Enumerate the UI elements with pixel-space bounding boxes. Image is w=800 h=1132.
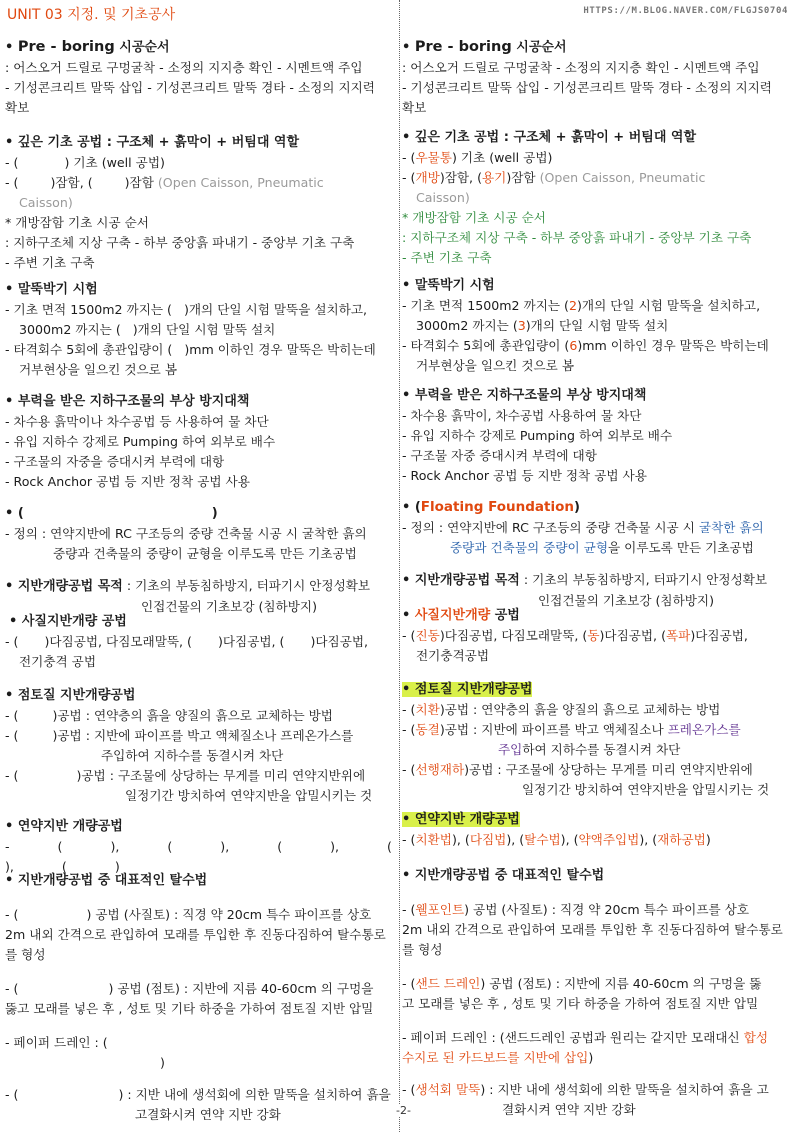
section-heading: • Pre - boring 시공순서 [5,39,170,55]
section-heading: • 지반개량공법 중 대표적인 탈수법 [5,873,208,888]
section-heading: • 연약지반 개량공법 [5,819,123,834]
text-line: 중량과 건축물의 중량이 균형을 이루도록 만든 기초공법 [53,546,357,561]
text-line: - (웰포인트) 공법 (사질토) : 직경 약 20cm 특수 파이프를 상호 [402,902,750,917]
text-line: - ( )잠함, ( )잠함 (Open Caisson, Pneumatic [5,175,324,190]
pre-boring-section [402,37,796,118]
text-line: - 타격회수 5회에 총관입량이 ( )mm 이하인 경우 말뚝은 박히는데 [5,342,376,357]
pre-boring-section [5,37,397,118]
text-line: - Rock Anchor 공법 등 지반 정착 공법 사용 [5,474,250,489]
text-line: - ( )공법 : 지반에 파이프를 박고 액체질소나 프레온가스를 [5,728,354,743]
answer-text: 우물통 [415,150,452,165]
text-line: 거부현상을 일으킨 것으로 봄 [19,362,177,377]
section-heading: • 연약지반 개량공법 [402,812,520,827]
section-heading: • 사질지반개량 공법 [9,614,127,629]
answer-text: 선행재하 [415,762,465,777]
answer-text: 치환법 [415,832,452,847]
text-line: * 개방잠함 기초 시공 순서 [5,215,149,230]
section-heading: • 깊은 기초 공법 : 구조체 + 흙막이 + 버팀대 역할 [5,135,300,150]
answer-text: Floating Foundation [420,499,574,515]
deep-foundation-section [402,128,796,268]
text-line: - 구조물 자중 증대시켜 부력에 대항 [402,448,597,463]
answer-text: 2 [568,298,577,313]
floating-foundation-section [402,497,796,558]
column-divider [399,0,400,1132]
text-line: 전기충격공법 [416,648,489,663]
sandy-soil-section [402,606,796,666]
text-line: - 주변 기초 구축 [402,250,492,265]
answer-text: 웰포인트 [415,902,465,917]
answer-text: 폭파 [665,628,691,643]
text-line: 확보 [5,100,30,115]
text-line: - 페이퍼 드레인 : (샌드드레인 공법과 원리는 같지만 모래대신 합성 [402,1030,769,1045]
soft-ground-section [5,817,397,877]
text-line: • 지반개량공법 목적 : 기초의 부동침하방지, 터파기시 안정성확보 [5,578,371,594]
floating-foundation-section [5,504,397,564]
text-line: - 정의 : 연약지반에 RC 구조등의 중량 건축물 시공 시 굴착한 흙의 [5,526,367,541]
text-line: 주입하여 지하수를 동결시켜 차단 [498,742,681,757]
section-heading: • 깊은 기초 공법 : 구조체 + 흙막이 + 버팀대 역할 [402,130,697,145]
text-line: • 지반개량공법 목적 : 기초의 부동침하방지, 터파기시 안정성확보 [402,572,768,588]
text-line: 를 형성 [402,942,443,957]
text-line: - (생석회 말뚝) : 지반 내에 생석회에 의한 말뚝을 설치하여 흙을 고 [402,1082,769,1097]
text-line: - 기성콘크리트 말뚝 삽입 - 기성콘크리트 말뚝 경타 - 소정의 지지력 [402,80,772,95]
question-column [5,0,397,1132]
buoyancy-section [402,386,796,486]
text-line: - 차수용 흙막이, 차수공법 사용하여 물 차단 [402,408,642,423]
text-line: Caisson) [416,190,470,205]
pile-test-section [5,280,397,380]
text-line: 고 모래를 넣은 후 , 성토 및 기타 하중을 가하여 점토질 지반 압밀 [402,996,759,1011]
answer-text: 치환 [415,702,440,717]
answer-text: 다짐법 [469,832,507,847]
text-line: - (동결)공법 : 지반에 파이프를 박고 액체질소나 프레온가스를 [402,722,741,737]
answer-text: 동결 [415,722,440,737]
text-line: 결화시켜 연약 지반 강화 [502,1102,636,1117]
page-number: -2- [396,1104,411,1117]
text-line: * 개방잠함 기초 시공 순서 [402,210,546,225]
section-heading: • ( ) [5,506,218,521]
sandy-soil-section [5,612,397,672]
section-heading: • 사질지반개량 공법 [402,608,520,623]
text-line: - 구조물의 자중을 증대시켜 부력에 대항 [5,454,225,469]
text-line: 3000m2 까지는 (3)개의 단일 시험 말뚝 설치 [416,318,669,333]
clay-soil-section [5,686,397,806]
answer-text: 3 [517,318,526,333]
answer-text: 생석회 말뚝 [415,1082,481,1097]
text-line: - ( ), ( ), ( ), ( ), ( ) [5,839,392,874]
soft-ground-section [402,810,796,850]
text-line: - ( ) : 지반 내에 생석회에 의한 말뚝을 설치하여 흙을 [5,1087,391,1102]
text-line: - 페이퍼 드레인 : ( [5,1035,108,1050]
text-line: - (선행재하)공법 : 구조물에 상당하는 무게를 미리 연약지반위에 [402,762,753,777]
answer-text: 약액주입법 [578,832,640,847]
pile-test-section [402,276,796,376]
text-line: - (우물통) 기초 (well 공법) [402,150,553,165]
text-line: 뚫고 모래를 넣은 후 , 성토 및 기타 하중을 가하여 점토질 지반 압밀 [5,1001,374,1016]
text-line: 고결화시켜 연약 지반 강화 [135,1107,281,1122]
dewatering-section [5,871,397,1125]
text-line: - 주변 기초 구축 [5,255,95,270]
text-line: - 유입 지하수 강제로 Pumping 하여 외부로 배수 [402,428,673,443]
ground-improvement-purpose [402,570,796,611]
text-line: 2m 내외 간격으로 관입하여 모래를 투입한 후 진동다짐하여 탈수통로 [5,927,386,942]
text-line: - 타격회수 5회에 총관입량이 (6)mm 이하인 경우 말뚝은 박히는데 [402,338,769,353]
section-heading: • (Floating Foundation) [402,499,580,515]
answer-column [402,0,796,1132]
text-line: : 지하구조체 지상 구축 - 하부 중앙흙 파내기 - 중앙부 기초 구축 [5,235,355,250]
text-line: : 지하구조체 지상 구축 - 하부 중앙흙 파내기 - 중앙부 기초 구축 [402,230,752,245]
text-line: - 유입 지하수 강제로 Pumping 하여 외부로 배수 [5,434,276,449]
text-line: 주입하여 지하수를 동결시켜 차단 [101,748,284,763]
text-line: - ( ) 공법 (점토) : 지반에 지름 40-60cm 의 구멍을 [5,981,374,996]
text-line: 전기충격 공법 [19,654,96,669]
answer-text: 6 [569,338,578,353]
text-line: 중량과 건축물의 중량이 균형을 이루도록 만든 기초공법 [450,540,754,555]
text-line: - (개방)잠함, (용기)잠함 (Open Caisson, Pneumatic [402,170,706,185]
text-line: 를 형성 [5,947,46,962]
text-line: - 정의 : 연약지반에 RC 구조등의 중량 건축물 시공 시 굴착한 흙의 [402,520,764,535]
section-heading: • 점토질 지반개량공법 [402,682,533,697]
text-line: - (진동)다짐공법, 다짐모래말뚝, (동)다짐공법, (폭파)다짐공법, [402,628,748,643]
answer-text: 샌드 드레인 [415,976,481,991]
text-line: 확보 [402,100,427,115]
answer-text: 재하공법 [657,832,706,847]
unit-title: UNIT 03 지정. 및 기초공사 [7,7,176,23]
text-line: - ( ) 공법 (사질토) : 직경 약 20cm 특수 파이프를 상호 [5,907,372,922]
deep-foundation-section [5,133,397,273]
text-line: 일정기간 방치하여 연약지반을 압밀시키는 것 [125,788,373,803]
section-heading: • 부력을 받은 지하구조물의 부상 방지대책 [402,388,647,403]
text-line: 수지로 된 카드보드를 지반에 삽입) [402,1050,594,1065]
section-heading: • 부력을 받은 지하구조물의 부상 방지대책 [5,394,250,409]
section-heading: • 점토질 지반개량공법 [5,688,136,703]
text-line: Caisson) [19,195,73,210]
buoyancy-section [5,392,397,492]
text-line: - ( )다짐공법, 다짐모래말뚝, ( )다짐공법, ( )다짐공법, [5,634,369,649]
answer-text: 개방 [415,170,440,185]
section-heading: • 말뚝박기 시험 [5,282,98,297]
answer-text: 탈수법 [524,832,561,847]
answer-text: 진동 [415,628,440,643]
text-line: - (치환)공법 : 연약층의 흙을 양질의 흙으로 교체하는 방법 [402,702,721,717]
text-line: - 기초 면적 1500m2 까지는 ( )개의 단일 시험 말뚝을 설치하고, [5,302,368,317]
text-line: - 차수용 흙막이나 차수공법 등 사용하여 물 차단 [5,414,269,429]
text-line: - (치환법), (다짐법), (탈수법), (약액주입법), (재하공법) [402,832,711,847]
text-line: : 어스오거 드릴로 구멍굴착 - 소정의 지지층 확인 - 시멘트액 주입 [5,60,363,75]
text-line: 일정기간 방치하여 연약지반을 압밀시키는 것 [522,782,770,797]
text-line: - Rock Anchor 공법 등 지반 정착 공법 사용 [402,468,647,483]
ground-improvement-purpose [5,576,397,617]
clay-soil-section [402,680,796,800]
text-line: - ( ) 기초 (well 공법) [5,155,165,170]
text-line: - ( )공법 : 연약층의 흙을 양질의 흙으로 교체하는 방법 [5,708,333,723]
text-line: - (샌드 드레인) 공법 (점토) : 지반에 지름 40-60cm 의 구멍을 뚫 [402,976,762,991]
text-line: 2m 내외 간격으로 관입하여 모래를 투입한 후 진동다짐하여 탈수통로 [402,922,783,937]
section-heading: • 말뚝박기 시험 [402,278,495,293]
text-line: - ( )공법 : 구조물에 상당하는 무게를 미리 연약지반위에 [5,768,366,783]
text-line: - 기초 면적 1500m2 까지는 (2)개의 단일 시험 말뚝을 설치하고, [402,298,761,313]
text-line: : 어스오거 드릴로 구멍굴착 - 소정의 지지층 확인 - 시멘트액 주입 [402,60,760,75]
text-line: 3000m2 까지는 ( )개의 단일 시험 말뚝 설치 [19,322,276,337]
dewatering-section [402,866,796,1120]
section-heading: • 지반개량공법 중 대표적인 탈수법 [402,868,605,883]
text-line: ) [160,1055,165,1070]
text-line: 인접건물의 기초보강 (침하방지) [538,593,714,608]
answer-text: 동 [587,628,600,643]
source-url: HTTPS://M.BLOG.NAVER.COM/FLGJS0704 [583,6,788,16]
answer-text: 용기 [481,170,507,185]
text-line: - 기성콘크리트 말뚝 삽입 - 기성콘크리트 말뚝 경타 - 소정의 지지력 [5,80,375,95]
text-line: 거부현상을 일으킨 것으로 봄 [416,358,574,373]
text-line: 인접건물의 기초보강 (침하방지) [141,599,317,614]
section-heading: • Pre - boring 시공순서 [402,39,567,55]
